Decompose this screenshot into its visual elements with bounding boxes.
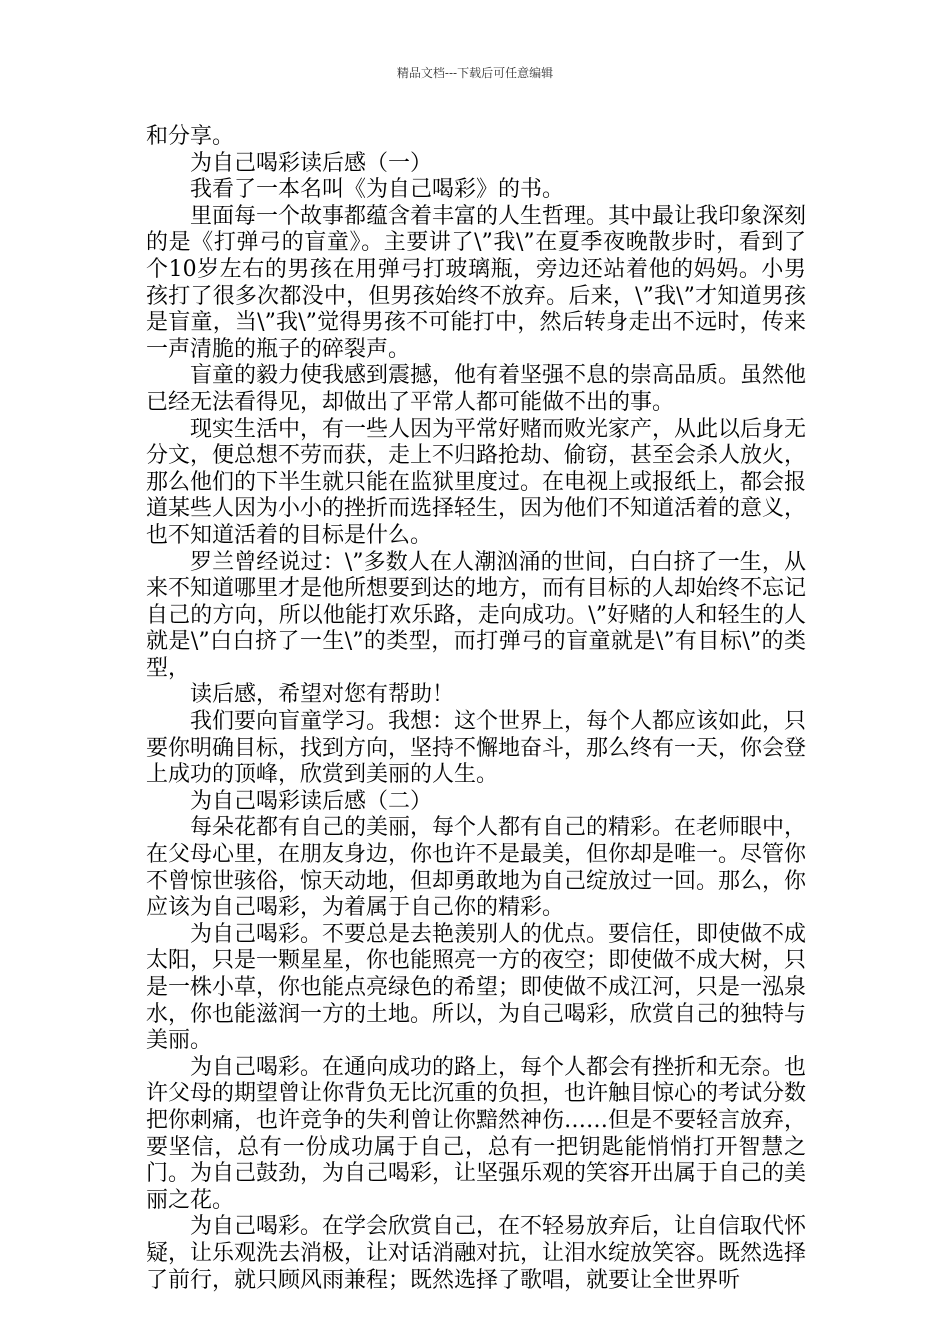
section-title: 为自己喝彩读后感（二） <box>190 788 433 814</box>
paragraph: 罗兰曾经说过：\”多数人在人潮汹涌的世间，白白挤了一生，从来不知道哪里才是他所想要到达的地方，而有目标的人却始终不忘记自己的方向，所以他能打欢乐路，走向成功。\”好赌的人和轻生的人就是\”白白挤了一生\”的类型，而打弹弓的盲童就是\”有目标\”的类型， <box>146 549 807 681</box>
paragraph: 里面每一个故事都蕴含着丰富的人生哲理。其中最让我印象深刻的是《打弹弓的盲童》。主要讲了\”我\”在夏季夜晚散步时，看到了个10岁左右的男孩在用弹弓打玻璃瓶，旁边还站着他的妈妈。小男孩打了很多次都没中，但男孩始终不放弃。后来，\”我\”才知道男孩是盲童，当\”我\”觉得男孩不可能打中，然后转身走出不远时，传来一声清脆的瓶子的碎裂声。 <box>146 203 807 362</box>
paragraph: 为自己喝彩。不要总是去艳羡别人的优点。要信任，即使做不成太阳，只是一颗星星，你也能照亮一方的夜空；即使做不成大树，只是一株小草，你也能点亮绿色的希望；即使做不成江河，只是一泓泉水，你也能滋润一方的土地。所以，为自己喝彩，欣赏自己的独特与美丽。 <box>146 921 807 1054</box>
paragraph: 读后感，希望对您有帮助！ <box>190 682 455 708</box>
section-title: 为自己喝彩读后感（一） <box>190 150 433 176</box>
paragraph: 为自己喝彩。在通向成功的路上，每个人都会有挫折和无奈。也许父母的期望曾让你背负无比沉重的负担，也许触目惊心的考试分数把你刺痛，也许竞争的失利曾让你黯然神伤……但是不要轻言放弃，要坚信，总有一份成功属于自己，总有一把钥匙能悄悄打开智慧之门。为自己鼓劲，为自己喝彩，让坚强乐观的笑容开出属于自己的美丽之花。 <box>146 1054 807 1213</box>
paragraph: 和分享。 <box>146 124 235 149</box>
paragraph: 盲童的毅力使我感到震撼，他有着坚强不息的崇高品质。虽然他已经无法看得见，却做出了平常人都可能做不出的事。 <box>146 363 807 415</box>
paragraph: 为自己喝彩。在学会欣赏自己，在不轻易放弃后，让自信取代怀疑，让乐观洗去消极，让对话消融对抗，让泪水绽放笑容。既然选择了前行，就只顾风雨兼程；既然选择了歌唱，就要让全世界听 <box>146 1214 807 1293</box>
paragraph: 我看了一本名叫《为自己喝彩》的书。 <box>190 177 565 203</box>
paragraph: 现实生活中，有一些人因为平常好赌而败光家产，从此以后身无分文，便总想不劳而获，走上不归路抢劫、偷窃，甚至会杀人放火，那么他们的下半生就只能在监狱里度过。在电视上或报纸上，都会报道某些人因为小小的挫折而选择轻生，因为他们不知道活着的意义，也不知道活着的目标是什么。 <box>146 416 807 548</box>
paragraph: 每朵花都有自己的美丽，每个人都有自己的精彩。在老师眼中，在父母心里，在朋友身边，你也许不是最美，但你却是唯一。尽管你不曾惊世骇俗，惊天动地，但却勇敢地为自己绽放过一回。那么，你应该为自己喝彩，为着属于自己你的精彩。 <box>146 815 807 921</box>
paragraph: 我们要向盲童学习。我想：这个世界上，每个人都应该如此，只要你明确目标，找到方向，坚持不懈地奋斗，那么终有一天，你会登上成功的顶峰，欣赏到美丽的人生。 <box>146 709 807 788</box>
document-body <box>146 124 806 1294</box>
page-header: 精品文档---下载后可任意编辑 <box>396 66 554 80</box>
